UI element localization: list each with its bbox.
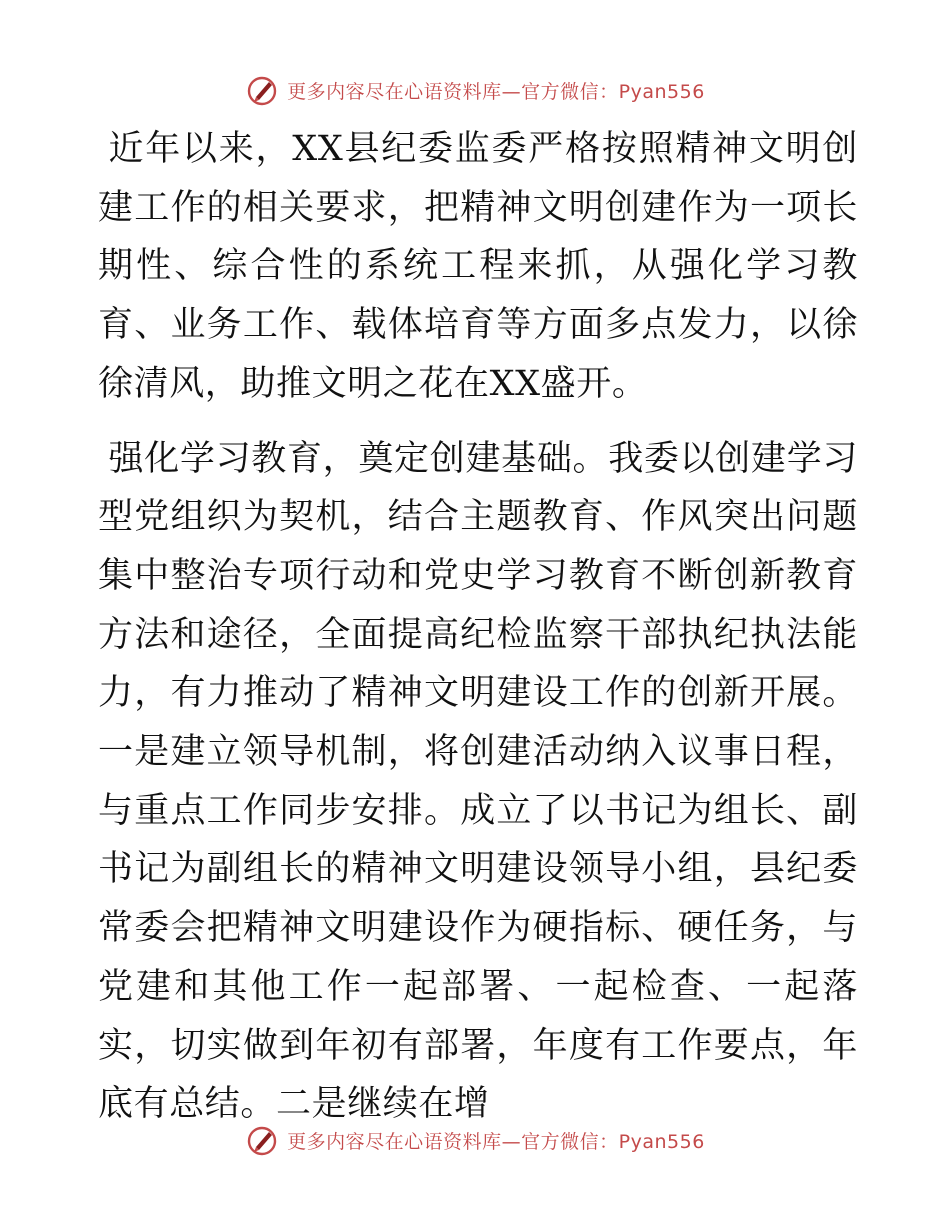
paragraph: 强化学习教育，奠定创建基础。我委以创建学习型党组织为契机，结合主题教育、作风突出问题集中整治专项行动和党史学习教育不断创新教育方法和途径，全面提高纪检监察干部执纪执法能力，有力推动了精神文明建设工作的创新开展。一是建立领导机制，将创建活动纳入议事日程，与重点工作同步安排。成立了以书记为组长、副书记为副组长的精神文明建设领导小组，县纪委常委会把精神文明建设作为硬指标、硬任务，与党建和其他工作一起部署、一起检查、一起落实，切实做到年初有部署，年度有工作要点，年底有总结。二是继续在增 — [98, 438, 858, 1125]
watermark-text: 更多内容尽在心语资料库—官方微信：Pyan556 — [287, 80, 705, 103]
footer-watermark — [0, 1120, 950, 1160]
header-watermark — [0, 70, 950, 110]
paragraph: 近年以来，XX县纪委监委严格按照精神文明创建工作的相关要求，把精神文明创建作为一项长期性、综合性的系统工程来抓，从强化学习教育、业务工作、载体培育等方面多点发力，以徐徐清风，助推文明之花在XX盛开。 — [98, 129, 858, 404]
watermark-text: 更多内容尽在心语资料库—官方微信：Pyan556 — [287, 1130, 705, 1153]
pen-logo-icon — [245, 1123, 279, 1157]
document-body — [98, 120, 858, 1134]
pen-logo-icon — [245, 73, 279, 107]
